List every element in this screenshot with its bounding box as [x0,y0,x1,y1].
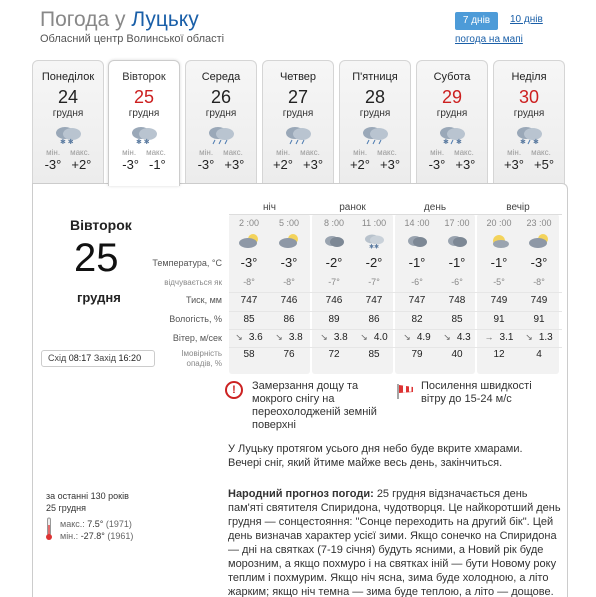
history-max-value: 7.5° [87,519,104,529]
min-label: мін. [199,148,214,157]
temperature-label: Температура, °C [152,258,222,268]
sunrise-time: 08:17 [68,353,92,363]
min-temp: +3° [503,157,524,172]
max-label: макс. [454,148,474,157]
weather-map-link[interactable]: погода на мапі [455,34,523,45]
day-tab-3[interactable] [262,60,334,184]
humidity-value: 91 [533,314,545,325]
precip-value: 4 [536,349,542,360]
pressure-value: 746 [280,295,298,306]
hour-time: 2 :00 [238,218,260,228]
svg-text:✱: ✱ [520,139,526,145]
rain-cloud-icon [282,123,314,145]
wind-speed: 4.9 [416,332,431,343]
wind-direction-icon: ↘ [443,332,451,342]
min-temp: -3° [122,157,139,172]
svg-text:✱: ✱ [456,139,462,145]
humidity-value: 85 [451,314,463,325]
svg-text:✱: ✱ [533,139,539,145]
day-date: 30 [518,87,540,107]
wind-speed: 3.6 [248,332,263,343]
section-label: день [423,202,447,213]
max-temp: +3° [455,157,476,172]
title-prefix: Погода [40,8,110,31]
snow-rain-cloud-icon [513,123,545,145]
wind-warning-icon [395,382,415,400]
day-date: 26 [210,87,232,107]
folk-forecast [228,487,562,597]
max-label: макс. [377,148,397,157]
max-temp: +5° [534,157,555,172]
day-month: грудня [513,108,545,119]
wind-value [397,332,437,343]
temperature-value: -1° [490,255,508,270]
history-min-value: -27.8° [80,531,105,541]
day-name: Понеділок [41,71,95,83]
precip-value: 12 [493,349,505,360]
temperature-value: -2° [325,255,343,270]
day-tab-2[interactable] [185,60,257,184]
tab-7-days[interactable]: 7 днів [455,12,498,30]
min-temp: +2° [349,157,370,172]
day-name: Четвер [279,71,317,83]
day-month: грудня [205,108,237,119]
sunset-time: 16:20 [118,353,142,363]
day-tab-5[interactable] [416,60,488,184]
detail-month: грудня [77,290,121,305]
history-max-label: макс.: [60,519,85,529]
row-divider [229,329,562,330]
wind-value [437,332,477,343]
feels-like-value: -6° [451,277,463,287]
wind-direction-icon: ↘ [360,332,368,342]
hour-time: 8 :00 [323,218,345,228]
min-label: мін. [46,148,61,157]
history-title: за останні 130 років [46,491,129,501]
max-temp: +2° [71,157,92,172]
min-label: мін. [276,148,291,157]
min-temp: -3° [197,157,215,172]
precip-value: 40 [451,349,463,360]
warning-icon: ! [225,381,243,399]
humidity-value: 85 [243,314,255,325]
humidity-label: Вологість, % [169,314,222,324]
temperature-value: -3° [280,255,298,270]
temperature-value: -1° [448,255,466,270]
max-label: макс. [146,148,166,157]
detail-date: 25 [74,236,119,280]
cloud-icon [406,233,428,249]
day-date: 29 [441,87,463,107]
feels-like-value: -8° [533,277,545,287]
max-label: макс. [223,148,243,157]
min-temp: +2° [272,157,293,172]
day-tabs [32,60,568,184]
section-label: ранок [339,202,366,213]
history-min-year: (1961) [107,531,134,541]
hour-time: 20 :00 [486,218,512,228]
max-label: макс. [531,148,551,157]
humidity-value: 91 [493,314,505,325]
min-label: мін. [430,148,445,157]
pressure-value: 749 [490,295,508,306]
detail-day-name: Вівторок [70,217,132,233]
humidity-value: 82 [411,314,423,325]
day-month: грудня [282,108,314,119]
min-label: мін. [353,148,368,157]
sunset-label: Захід [93,353,117,363]
max-temp: +3° [224,157,245,172]
humidity-value: 86 [368,314,380,325]
svg-text:✱✱: ✱✱ [369,244,380,249]
moon-icon [488,233,510,249]
wind-direction-icon: ↘ [525,332,533,342]
feels-like-value: -8° [283,277,295,287]
row-divider [229,311,562,312]
pressure-value: 748 [448,295,466,306]
day-month: грудня [359,108,391,119]
rain-cloud-icon [359,123,391,145]
sunrise-label: Схід [48,353,67,363]
feels-like-value: -7° [328,277,340,287]
wind-value [479,332,519,343]
wind-value [229,332,269,343]
feels-like-label: відчувається як [164,278,222,287]
hour-time: 23 :00 [526,218,552,228]
wind-value [519,332,559,343]
precip-value: 76 [283,349,295,360]
cloud-moon-icon [238,233,260,249]
pressure-value: 747 [408,295,426,306]
wind-speed: 4.3 [456,332,471,343]
precip-value: 85 [368,349,380,360]
pressure-value: 746 [325,295,343,306]
day-name: Неділя [511,71,547,83]
history-date: 25 грудня [46,503,86,513]
day-date: 25 [133,87,155,107]
day-name: Субота [433,71,471,83]
wind-speed: 3.8 [333,332,348,343]
day-date: 27 [287,87,309,107]
folk-title: Народний прогноз погоди: [228,488,374,500]
history-records [46,490,133,542]
precip-value: 58 [243,349,255,360]
snow-rain-cloud-icon [436,123,468,145]
cloud-moon-icon [528,233,550,249]
humidity-value: 89 [328,314,340,325]
temperature-value: -3° [240,255,258,270]
day-month: грудня [436,108,468,119]
wind-warning: Посилення швидкості вітру до 15-24 м/с [421,380,532,405]
pressure-value: 747 [240,295,258,306]
snow-cloud-icon [52,123,84,145]
max-label: макс. [70,148,90,157]
svg-text:✱ ✱: ✱ ✱ [136,139,150,145]
pressure-value: 749 [530,295,548,306]
svg-text:✱: ✱ [443,139,449,145]
min-temp: -3° [428,157,446,172]
temperature-value: -1° [408,255,426,270]
day-tab-4[interactable] [339,60,411,184]
wind-direction-icon: ↘ [403,332,411,342]
section-label: ніч [263,202,276,213]
snow-cloud-icon [363,233,385,249]
max-temp: -1° [149,157,166,172]
precip-label-2: опадів, % [186,359,222,368]
snow-cloud-icon [128,123,160,145]
title-mid: у [114,8,126,31]
page-title [40,8,199,32]
min-label: мін. [507,148,522,157]
humidity-value: 86 [283,314,295,325]
section-divider [229,214,562,215]
page-subtitle: Обласний центр Волинської області [40,33,225,45]
day-name: Середа [201,71,241,83]
history-max-year: (1971) [105,519,132,529]
day-date: 24 [57,87,79,107]
day-name: Вівторок [122,71,166,83]
wind-speed: 3.8 [288,332,303,343]
row-divider [229,292,562,293]
wind-value [269,332,309,343]
day-month: грудня [52,108,84,119]
title-city: Луцьку [131,8,199,31]
day-tab-6[interactable] [493,60,565,184]
temperature-value: -3° [530,255,548,270]
cloud-moon-icon [278,233,300,249]
wind-speed: 1.3 [538,332,553,343]
feels-like-value: -5° [493,277,505,287]
wind-label: Вітер, м/сек [172,333,222,343]
history-min-label: мін.: [60,531,79,541]
day-name: П'ятниця [352,71,398,83]
wind-speed: 4.0 [373,332,388,343]
precip-value: 79 [411,349,423,360]
cloud-icon [323,233,345,249]
min-label: мін. [122,148,137,157]
feels-like-value: -7° [368,277,380,287]
hour-time: 11 :00 [361,218,387,228]
row-divider [229,347,562,348]
max-label: макс. [300,148,320,157]
precip-value: 72 [328,349,340,360]
feels-like-value: -6° [411,277,423,287]
day-date: 28 [364,87,386,107]
pressure-label: Тиск, мм [186,295,222,305]
tab-10-days[interactable]: 10 днів [510,14,543,25]
wind-direction-icon: ↘ [320,332,328,342]
wind-direction-icon: ↘ [275,332,283,342]
day-tab-0[interactable] [32,60,104,184]
thermometer-icon [45,517,53,541]
pressure-value: 747 [365,295,383,306]
max-temp: +3° [303,157,324,172]
precip-label-1: Імовірність [181,349,222,358]
cloud-icon [446,233,468,249]
svg-text:✱ ✱: ✱ ✱ [60,139,74,145]
section-label: вечір [506,202,530,213]
min-temp: -3° [44,157,62,172]
day-tab-1[interactable] [108,60,180,186]
freeze-warning: Замерзання дощу та мокрого снігу на переохолодженій земній поверхні [252,380,377,431]
weather-description: У Луцьку протягом усього дня небо буде вкрите хмарами. Вечері сніг, який йтиме майже весь день, закінчиться. [228,443,523,469]
hour-time: 17 :00 [444,218,470,228]
folk-text: 25 грудня відзначається день пам'яті святителя Спиридона, чудотворця. Це найкоротший день грудня — сонцестояння: "Сонце переходить на другий бік". Цей день визначав характер усієї зими. Якщо сонечко на Спиридона — дні на святках (7-19 січня) будуть ясними, а Новий рік буде морозним, а якщо похмуро і на святках іній — бути Новому року теплим і похмурим. Якщо ніч ясна, зима буде холодною, а літо жарким; якщо ніч темна — зима буде теплою, а літо — дощове. [228,488,561,597]
wind-value [354,332,394,343]
hour-time: 5 :00 [278,218,300,228]
wind-value [314,332,354,343]
wind-direction-icon: → [484,332,494,342]
day-month: грудня [128,108,160,119]
wind-speed: 3.1 [499,332,514,343]
temperature-value: -2° [365,255,383,270]
max-temp: +3° [380,157,401,172]
feels-like-value: -8° [243,277,255,287]
hour-time: 14 :00 [404,218,430,228]
wind-direction-icon: ↘ [235,332,243,342]
rain-cloud-icon [205,123,237,145]
